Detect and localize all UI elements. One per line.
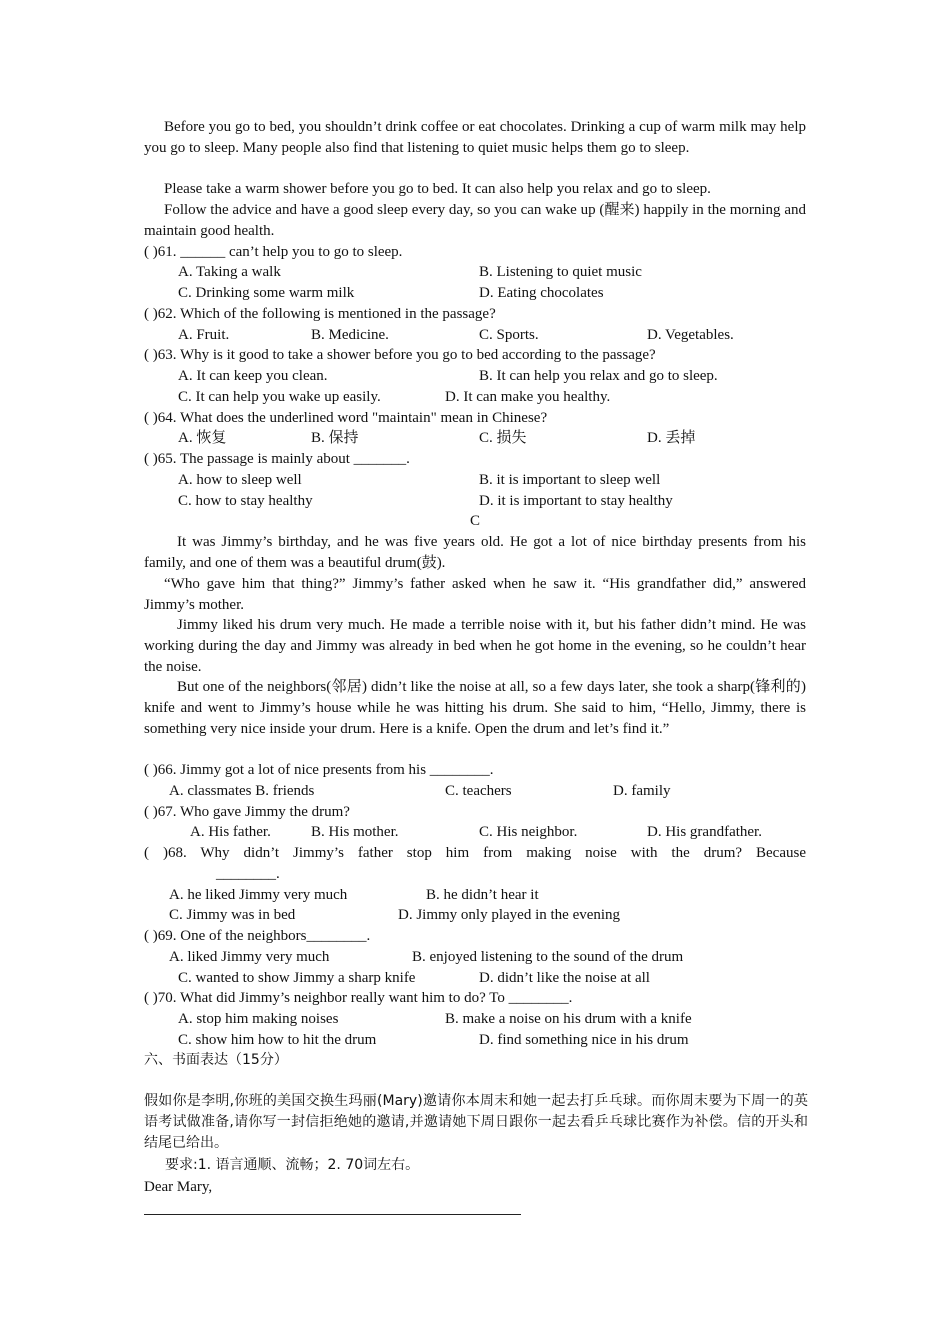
passage-paragraph: Jimmy liked his drum very much. He made a terrible noise with it, but his father didn’t mind. He was working during the day and Jimmy was already in bed when he got home in the evening, so he couldn’t hear the noise.: [144, 617, 806, 675]
question-61-stem: ( )61. ______ can’t help you to go to sleep.: [144, 244, 403, 260]
q61-option-b[interactable]: B. Listening to quiet music: [479, 264, 642, 280]
question-68-stem: ( )68. Why didn’t Jimmy’s father stop him from making noise with the drum? Because: [144, 845, 806, 861]
q63-option-c[interactable]: C. It can help you wake up easily.: [178, 389, 381, 405]
q63-option-b[interactable]: B. It can help you relax and go to sleep.: [479, 368, 718, 384]
q67-option-c[interactable]: C. His neighbor.: [479, 824, 578, 840]
question-70-stem: ( )70. What did Jimmy’s neighbor really want him to do? To ________.: [144, 990, 573, 1006]
question-67-stem: ( )67. Who gave Jimmy the drum?: [144, 804, 350, 820]
letter-salutation: Dear Mary,: [144, 1179, 213, 1195]
writing-section-heading: 六、书面表达（15分）: [144, 1052, 288, 1068]
q68-option-d[interactable]: D. Jimmy only played in the evening: [398, 907, 621, 923]
q62-option-c[interactable]: C. Sports.: [479, 327, 539, 343]
q61-option-c[interactable]: C. Drinking some warm milk: [178, 285, 355, 301]
writing-requirements: 要求:1. 语言通顺、流畅；2. 70词左右。: [165, 1157, 420, 1173]
q65-option-d[interactable]: D. it is important to stay healthy: [479, 493, 673, 509]
question-65-stem: ( )65. The passage is mainly about _______.: [144, 451, 410, 467]
q68-option-a[interactable]: A. he liked Jimmy very much: [169, 887, 348, 903]
q64-option-c[interactable]: C. 损失: [479, 430, 527, 446]
passage-paragraph: But one of the neighbors(邻居) didn’t like the noise at all, so a few days later, she took a sharp(锋利的) knife and went to Jimmy’s house while he was hitting his drum. She said to him, “Hello, Jimmy, there is something very nice inside your drum. Here is a knife. Open the drum and let’s find it.”: [144, 679, 806, 737]
question-64-stem: ( )64. What does the underlined word "maintain" mean in Chinese?: [144, 410, 548, 426]
question-63-stem: ( )63. Why is it good to take a shower before you go to bed according to the passage?: [144, 347, 656, 363]
q61-option-a[interactable]: A. Taking a walk: [178, 264, 281, 280]
passage-paragraph: Before you go to bed, you shouldn’t drink coffee or eat chocolates. Drinking a cup of warm milk may help you go to sleep. Many people also find that listening to quiet music helps them go to sleep.: [144, 119, 806, 156]
q68-option-b[interactable]: B. he didn’t hear it: [426, 887, 539, 903]
q67-option-d[interactable]: D. His grandfather.: [647, 824, 762, 840]
q66-option-ab[interactable]: A. classmates B. friends: [169, 783, 315, 799]
question-62-stem: ( )62. Which of the following is mentioned in the passage?: [144, 306, 496, 322]
q64-option-d[interactable]: D. 丢掉: [647, 430, 696, 446]
q61-option-d[interactable]: D. Eating chocolates: [479, 285, 604, 301]
q65-option-c[interactable]: C. how to stay healthy: [178, 493, 313, 509]
q63-option-d[interactable]: D. It can make you healthy.: [445, 389, 611, 405]
q69-option-c[interactable]: C. wanted to show Jimmy a sharp knife: [178, 970, 416, 986]
passage-paragraph: Please take a warm shower before you go to bed. It can also help you relax and go to sleep.: [164, 181, 711, 197]
q67-option-b[interactable]: B. His mother.: [311, 824, 399, 840]
question-69-stem: ( )69. One of the neighbors________.: [144, 928, 371, 944]
q66-option-d[interactable]: D. family: [613, 783, 671, 799]
q65-option-b[interactable]: B. it is important to sleep well: [479, 472, 661, 488]
q69-option-b[interactable]: B. enjoyed listening to the sound of the drum: [412, 949, 684, 965]
q68-option-c[interactable]: C. Jimmy was in bed: [169, 907, 296, 923]
q70-option-a[interactable]: A. stop him making noises: [178, 1011, 339, 1027]
answer-line[interactable]: [144, 1214, 521, 1215]
writing-prompt: 假如你是李明,你班的美国交换生玛丽(Mary)邀请你本周末和她一起去打乒乓球。而你周末要为下周一的英语考试做准备,请你写一封信拒绝她的邀请,并邀请她下周日跟你一起去看乒乓球比赛作为补偿。信的开头和结尾已给出。: [144, 1093, 808, 1151]
question-68-blank: ________.: [216, 866, 280, 882]
q70-option-b[interactable]: B. make a noise on his drum with a knife: [445, 1011, 692, 1027]
passage-paragraph: It was Jimmy’s birthday, and he was five years old. He got a lot of nice birthday presents from his family, and one of them was a beautiful drum(鼓).: [144, 534, 806, 571]
q62-option-d[interactable]: D. Vegetables.: [647, 327, 734, 343]
q66-option-c[interactable]: C. teachers: [445, 783, 512, 799]
q65-option-a[interactable]: A. how to sleep well: [178, 472, 302, 488]
question-66-stem: ( )66. Jimmy got a lot of nice presents from his ________.: [144, 762, 494, 778]
q62-option-b[interactable]: B. Medicine.: [311, 327, 389, 343]
section-c-label: C: [469, 513, 480, 529]
q64-option-a[interactable]: A. 恢复: [178, 430, 227, 446]
passage-paragraph: Follow the advice and have a good sleep every day, so you can wake up (醒来) happily in the morning and maintain good health.: [144, 202, 806, 239]
q70-option-d[interactable]: D. find something nice in his drum: [479, 1032, 689, 1048]
q69-option-d[interactable]: D. didn’t like the noise at all: [479, 970, 650, 986]
q70-option-c[interactable]: C. show him how to hit the drum: [178, 1032, 377, 1048]
q67-option-a[interactable]: A. His father.: [190, 824, 271, 840]
q62-option-a[interactable]: A. Fruit.: [178, 327, 230, 343]
q63-option-a[interactable]: A. It can keep you clean.: [178, 368, 328, 384]
q69-option-a[interactable]: A. liked Jimmy very much: [169, 949, 330, 965]
q64-option-b[interactable]: B. 保持: [311, 430, 359, 446]
passage-paragraph: “Who gave him that thing?” Jimmy’s father asked when he saw it. “His grandfather did,” answered Jimmy’s mother.: [144, 576, 806, 613]
